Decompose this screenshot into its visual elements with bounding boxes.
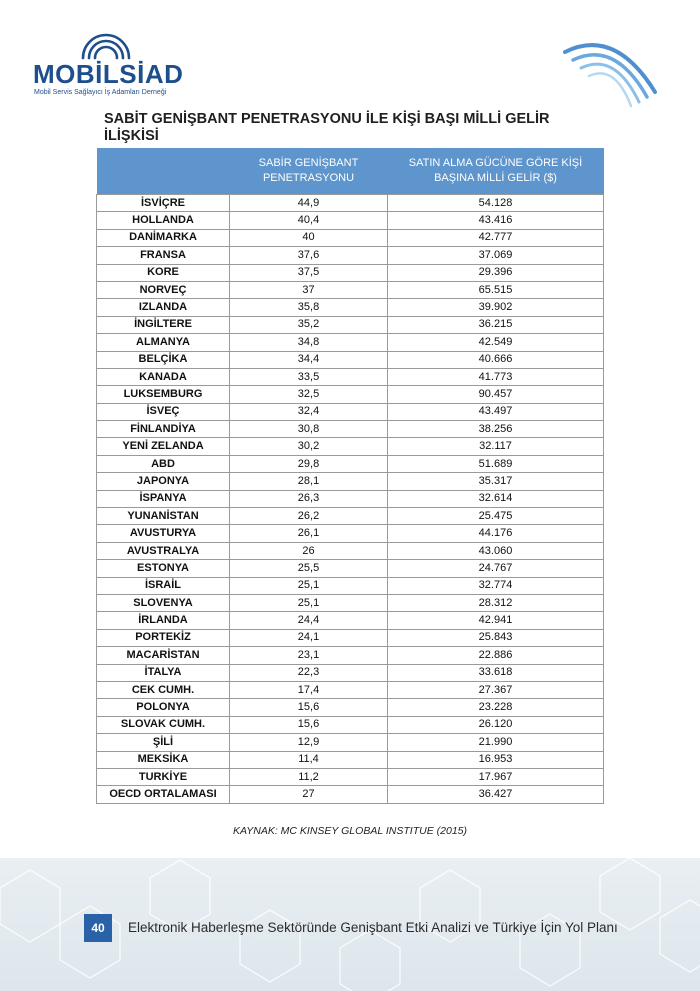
- row-country: TURKİYE: [97, 768, 230, 785]
- row-country: ABD: [97, 455, 230, 472]
- row-country: PORTEKİZ: [97, 629, 230, 646]
- table-row: [97, 403, 604, 420]
- row-penetration: 32,5: [230, 386, 388, 403]
- row-income: 17.967: [388, 768, 604, 785]
- table-row: [97, 368, 604, 385]
- row-income: 65.515: [388, 281, 604, 298]
- row-country: POLONYA: [97, 699, 230, 716]
- table-header-country: [97, 148, 230, 195]
- row-income: 35.317: [388, 473, 604, 490]
- row-country: NORVEÇ: [97, 281, 230, 298]
- table-header-row: [97, 148, 604, 195]
- table-row: [97, 751, 604, 768]
- row-country: IZLANDA: [97, 299, 230, 316]
- table-row: [97, 734, 604, 751]
- row-penetration: 44,9: [230, 195, 388, 212]
- row-penetration: 40: [230, 229, 388, 246]
- table-row: [97, 664, 604, 681]
- row-income: 26.120: [388, 716, 604, 733]
- table-row: [97, 334, 604, 351]
- row-penetration: 26,2: [230, 508, 388, 525]
- row-penetration: 24,4: [230, 612, 388, 629]
- row-penetration: 11,2: [230, 768, 388, 785]
- row-country: LUKSEMBURG: [97, 386, 230, 403]
- table-row: [97, 629, 604, 646]
- row-penetration: 23,1: [230, 647, 388, 664]
- table-row: [97, 438, 604, 455]
- row-income: 37.069: [388, 247, 604, 264]
- footer-title: Elektronik Haberleşme Sektöründe Genişbant Etki Analizi ve Türkiye İçin Yol Planı: [128, 920, 618, 935]
- row-income: 27.367: [388, 681, 604, 698]
- table-header-penetration: SABİR GENİŞBANT PENETRASYONU: [230, 148, 388, 195]
- row-penetration: 29,8: [230, 455, 388, 472]
- table-row: [97, 247, 604, 264]
- row-penetration: 32,4: [230, 403, 388, 420]
- row-income: 36.427: [388, 786, 604, 803]
- row-country: İSRAİL: [97, 577, 230, 594]
- table-row: [97, 525, 604, 542]
- row-country: İSVİÇRE: [97, 195, 230, 212]
- row-income: 33.618: [388, 664, 604, 681]
- row-country: İRLANDA: [97, 612, 230, 629]
- table-row: [97, 490, 604, 507]
- row-income: 41.773: [388, 368, 604, 385]
- row-income: 43.497: [388, 403, 604, 420]
- row-income: 21.990: [388, 734, 604, 751]
- row-penetration: 12,9: [230, 734, 388, 751]
- row-country: İSPANYA: [97, 490, 230, 507]
- row-income: 28.312: [388, 594, 604, 611]
- table-row: [97, 594, 604, 611]
- row-income: 40.666: [388, 351, 604, 368]
- table-row: [97, 351, 604, 368]
- row-country: MACARİSTAN: [97, 647, 230, 664]
- row-income: 54.128: [388, 195, 604, 212]
- row-country: BELÇİKA: [97, 351, 230, 368]
- table-row: [97, 508, 604, 525]
- row-penetration: 35,2: [230, 316, 388, 333]
- row-penetration: 11,4: [230, 751, 388, 768]
- table-row: [97, 212, 604, 229]
- row-penetration: 30,2: [230, 438, 388, 455]
- table-row: [97, 786, 604, 803]
- row-country: FİNLANDİYA: [97, 421, 230, 438]
- row-penetration: 37: [230, 281, 388, 298]
- row-penetration: 37,6: [230, 247, 388, 264]
- row-penetration: 22,3: [230, 664, 388, 681]
- row-income: 32.117: [388, 438, 604, 455]
- source-note: KAYNAK: MC KINSEY GLOBAL INSTITUE (2015): [233, 825, 467, 837]
- row-country: İNGİLTERE: [97, 316, 230, 333]
- row-penetration: 25,1: [230, 594, 388, 611]
- row-penetration: 34,8: [230, 334, 388, 351]
- row-penetration: 28,1: [230, 473, 388, 490]
- row-penetration: 17,4: [230, 681, 388, 698]
- row-country: ALMANYA: [97, 334, 230, 351]
- table-row: [97, 455, 604, 472]
- mobilsiad-logo: [33, 32, 183, 102]
- row-country: OECD ORTALAMASI: [97, 786, 230, 803]
- row-income: 44.176: [388, 525, 604, 542]
- row-income: 42.941: [388, 612, 604, 629]
- table-row: [97, 299, 604, 316]
- table-header-income: SATIN ALMA GÜCÜNE GÖRE KİŞİ BAŞINA MİLLİ GELİR ($): [388, 148, 604, 195]
- row-income: 24.767: [388, 560, 604, 577]
- table-row: [97, 281, 604, 298]
- logo-wordmark: MOBİLSİAD: [33, 59, 184, 89]
- row-penetration: 27: [230, 786, 388, 803]
- table-row: [97, 316, 604, 333]
- table-row: [97, 386, 604, 403]
- row-income: 25.843: [388, 629, 604, 646]
- row-country: DANİMARKA: [97, 229, 230, 246]
- row-country: KORE: [97, 264, 230, 281]
- row-country: HOLLANDA: [97, 212, 230, 229]
- row-penetration: 25,1: [230, 577, 388, 594]
- row-income: 42.777: [388, 229, 604, 246]
- row-penetration: 15,6: [230, 699, 388, 716]
- row-income: 51.689: [388, 455, 604, 472]
- row-penetration: 25,5: [230, 560, 388, 577]
- table-row: [97, 560, 604, 577]
- row-income: 39.902: [388, 299, 604, 316]
- row-country: İSVEÇ: [97, 403, 230, 420]
- row-penetration: 15,6: [230, 716, 388, 733]
- row-income: 29.396: [388, 264, 604, 281]
- table-row: [97, 264, 604, 281]
- row-income: 22.886: [388, 647, 604, 664]
- table-row: [97, 577, 604, 594]
- row-penetration: 35,8: [230, 299, 388, 316]
- row-income: 38.256: [388, 421, 604, 438]
- row-country: YENİ ZELANDA: [97, 438, 230, 455]
- row-country: ŞİLİ: [97, 734, 230, 751]
- table-row: [97, 473, 604, 490]
- table-row: [97, 647, 604, 664]
- decorative-arcs-icon: [555, 22, 665, 112]
- row-income: 16.953: [388, 751, 604, 768]
- row-country: SLOVAK CUMH.: [97, 716, 230, 733]
- row-penetration: 30,8: [230, 421, 388, 438]
- page-number-badge: 40: [84, 914, 112, 942]
- row-income: 42.549: [388, 334, 604, 351]
- page-title: SABİT GENİŞBANT PENETRASYONU İLE KİŞİ BAŞI MİLLİ GELİR İLİŞKİSİ: [104, 111, 550, 144]
- table-row: [97, 681, 604, 698]
- table-row: [97, 768, 604, 785]
- row-penetration: 26: [230, 542, 388, 559]
- row-income: 23.228: [388, 699, 604, 716]
- row-penetration: 33,5: [230, 368, 388, 385]
- row-country: FRANSA: [97, 247, 230, 264]
- row-penetration: 37,5: [230, 264, 388, 281]
- row-income: 25.475: [388, 508, 604, 525]
- row-penetration: 26,3: [230, 490, 388, 507]
- table-row: [97, 229, 604, 246]
- row-penetration: 26,1: [230, 525, 388, 542]
- table-row: [97, 612, 604, 629]
- row-income: 32.614: [388, 490, 604, 507]
- row-income: 90.457: [388, 386, 604, 403]
- row-income: 43.060: [388, 542, 604, 559]
- row-penetration: 24,1: [230, 629, 388, 646]
- row-country: ESTONYA: [97, 560, 230, 577]
- row-income: 32.774: [388, 577, 604, 594]
- row-country: KANADA: [97, 368, 230, 385]
- row-country: AVUSTRALYA: [97, 542, 230, 559]
- row-country: YUNANİSTAN: [97, 508, 230, 525]
- table-row: [97, 542, 604, 559]
- row-income: 43.416: [388, 212, 604, 229]
- row-country: İTALYA: [97, 664, 230, 681]
- table-row: [97, 195, 604, 212]
- row-penetration: 40,4: [230, 212, 388, 229]
- logo-tagline: Mobil Servis Sağlayıcı İş Adamları Derneği: [34, 89, 167, 96]
- row-country: AVUSTURYA: [97, 525, 230, 542]
- table-row: [97, 421, 604, 438]
- row-country: CEK CUMH.: [97, 681, 230, 698]
- table-row: [97, 716, 604, 733]
- row-income: 36.215: [388, 316, 604, 333]
- row-country: SLOVENYA: [97, 594, 230, 611]
- row-country: MEKSİKA: [97, 751, 230, 768]
- broadband-income-table: [96, 148, 604, 804]
- table-row: [97, 699, 604, 716]
- row-country: JAPONYA: [97, 473, 230, 490]
- row-penetration: 34,4: [230, 351, 388, 368]
